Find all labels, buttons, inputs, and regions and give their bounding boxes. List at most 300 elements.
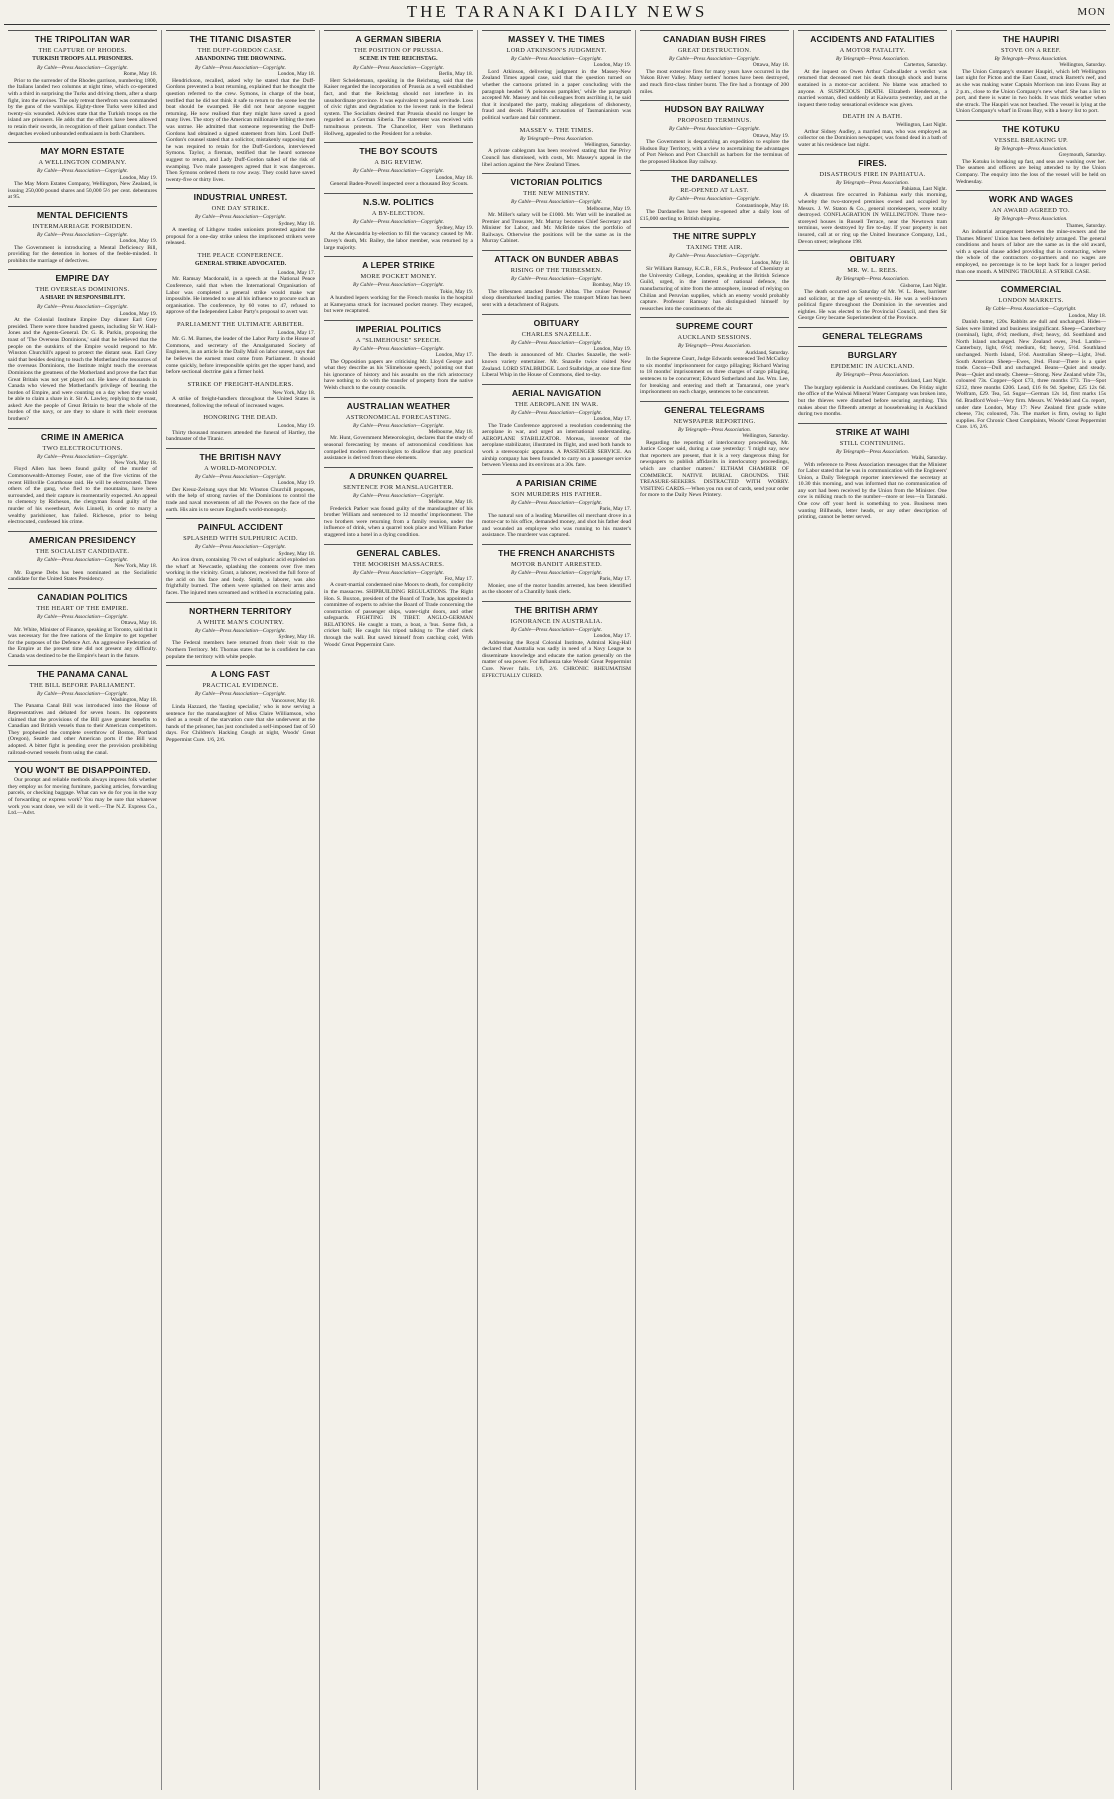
article-headline: GENERAL TELEGRAMS [798,327,947,341]
article-subhead: INTERMARRIAGE FORBIDDEN. [32,222,133,230]
article-body [798,385,947,418]
article-headline: MASSEY V. THE TIMES [482,30,631,44]
article-subhead: THE DUFF-GORDON CASE. [197,47,284,54]
column-5 [636,30,794,1790]
article-headline: THE TITANIC DISASTER [166,30,315,44]
article-byline: By Cable—Press Association—Copyright. [195,65,286,71]
article-byline: By Cable—Press Association—Copyright. [669,196,760,203]
article-body [324,78,473,137]
article-text: The Government is introducing a Mental Deficiency Bill, providing for the detention in homes of the feeble-minded. It prohibits the marriage of defectives. [8,244,157,264]
article-subhead: IGNORANCE IN AUSTRALIA. [510,617,603,625]
article [166,665,315,743]
article-byline: By Cable—Press Association—Copyright. [195,691,286,698]
article [798,423,947,521]
article-text: A strike of freight-handlers throughout the United States is threatened, following the refusal of increased wages. [166,396,315,409]
article [8,30,157,137]
article [798,113,947,148]
article-body [798,289,947,322]
article-subhead: AUCKLAND SESSIONS. [677,334,752,342]
article-headline: THE TRIPOLITAN WAR [8,30,157,44]
article-body [166,78,315,184]
article-headline: INDUSTRIAL UNREST. [166,188,315,202]
article-byline: By Cable—Press Association—Copyright. [353,65,444,71]
article-text: The Dardanelles have been re-opened after a daily loss of £15,000 sterling to British shipping. [640,209,789,222]
article-subhead: THE BILL BEFORE PARLIAMENT. [29,681,136,689]
article-text: The tribesmen attacked Bunder Abbas. The cruiser Perseus' sloop disembarked landing parties. The transport Minto has been sent with a detachment of Rajputs. [482,288,631,308]
article-text: Mr. G. M. Barnes, the leader of the Labor Party in the House of Commons, and secretary of the Amalgamated Society of Engineers, in an article in the Daily Mail on labor unrest, says that he believes the earnest must come from Parliament. It should come quickly, before irresponsible spirits get the upper hand, and before sectional doctrine gain a firmer hold. [166,336,315,376]
article-headline: CRIME IN AMERICA [8,428,157,442]
article-subhead: THE CAPTURE OF RHODES. [38,47,127,54]
article-dateline: Gisborne, Last Night. [900,282,947,289]
article-dateline: Paris, May 17. [599,506,631,513]
article-text: Hendrickson, recalled, asked why he stated that the Duff-Gordons prevented a boat returning, explained that he thought the question referred to the crew. Symons, in charge of the boat, testified that he did not think it safe to return to the scene lest the boat should be swamped. He did not hear anyone suggest returning. He now realised that they might have saved a good many lives. The story of the American millionaire bribing the men was untrue. He admitted that someone representing the Duff-Gordons had obtained a signed statement from him. Lord Duff-Gordon's counsel stated that a solicitor, mistakenly supposing that he was required to retain for the Duff-Gordons, interviewed Symons. Taylor, a fireman, testified that he heard someone suggest to return, and Lady Duff-Gordon talked of the risk of swamping. Two male passengers agreed that it was dangerous. Then Symons ordered them to row away. They could have saved twenty-five or thirty lives. [166,77,315,183]
article-dateline: London, May 17. [277,329,315,336]
article-body [640,139,789,165]
article-text: Linda Hazzard, the 'fasting specialist,' who is now serving a sentence for the manslaughter of Miss Claire Williamson, who died as a result of the starvation cure that she underwent at the hands of the prisoner, has just concluded a self-imposed fast of 50 days. For Children's Hacking Cough at night, Woods' Great Peppermint Cure. 1/6, 2/6. [166,704,315,743]
article-byline: By Cable—Press Association—Copyright. [353,168,444,175]
article-subhead: DEATH IN A BATH. [842,113,903,121]
article [640,30,789,95]
article [482,127,631,169]
article-text: A private cablegram has been received stating that the Privy Council has dismissed, with costs, Mr. Massey's appeal in the libel action against the New Zealand Times. [482,148,631,168]
article-subhead: A WELLINGTON COMPANY. [38,159,127,167]
article [640,100,789,165]
article-dateline: Carterton, Saturday. [903,62,947,69]
article [482,474,631,539]
article-text: Lord Atkinson, delivering judgment in the Massey-New Zealand Times appeal case, said that the question turned on whether the cartoons printed in a paper concluding with the paragraph headed 'A poisonous pamphlet,' while the paragraph accepted Mr. Massey and his colleagues from ascribing it, he said that it inculpated the party, making allegations of dishonesty, fraud and deceit. Plaintiff's accusation of Tasmanianism was political warfare and fair comment. [482,68,631,121]
article-dateline: Greymouth, Saturday. [1058,152,1106,159]
article-subhead: DISASTROUS FIRE IN PAHIATUA. [819,170,926,178]
article-byline: By Telegraph—Press Association. [994,216,1068,223]
article-headline: COMMERCIAL [956,280,1106,294]
article-headline: THE DARDANELLES [640,170,789,184]
article-dateline: New York, May 18. [114,460,157,467]
article-subhead: A MOTOR FATALITY. [839,47,906,54]
article-dateline: London, May 19. [277,423,315,430]
article-text: A disastrous fire occurred in Pahiatua early this morning, whereby the two-storeyed premises owned and occupied by Messrs. J. W. Staton & Co., general storekeepers, were totally destroyed. CONFLAGRATION IN WELLINGTON. Three two-storeyed houses in Russell Terrace, near the Newtown tram terminus, were destroyed by fire to-day. If your property is not insured, call at or ring up the United Insurance Company, Ltd., Devon street; telephone 198. [798,192,947,245]
article-byline: By Telegraph—Press Association. [835,56,910,62]
article-body [166,704,315,744]
article-dateline: Paris, May 17. [599,576,631,583]
article-body [8,78,157,137]
article-dateline: London, May 19. [119,238,157,245]
article-body [482,513,631,539]
newspaper-columns [4,30,1110,1790]
column-7 [952,30,1110,1790]
article-dateline: London, May 19. [593,62,631,69]
article-headline: PAINFUL ACCIDENT [166,518,315,532]
article-text: Regarding the reporting of interlocutory proceedings, Mr. Justice Cooper said, during a case yesterday: 'I might say, now that reporters are present, that it is a very dangerous thing for newspapers to publish affidavits in interlocutory proceedings, which are chamber matters.' ELTHAM CHAMBER OF COMMERCE. NATIVE BURIAL GROUNDS. THE TREASURE-SEEKERS. DISTRACTED WITH WORRY. VISITING CARDS.—When you run out of cards, send your order for more to the Daily News Printery. [640,439,789,499]
article-body [166,336,315,376]
article-body [166,276,315,316]
article [166,30,315,183]
article-subhead: THE MOORISH MASSACRES. [352,560,445,568]
article-dateline: London, May 18. [277,71,315,78]
article-headline: AUSTRALIAN WEATHER [324,397,473,411]
article-text: The burglary epidemic in Auckland continues. On Friday night the office of the Waiwai Mineral Water Company was broken into, but the thieves were disturbed before securing anything. This makes about the fifteenth attempt at housebreaking in Auckland during two months. [798,384,948,418]
article-dateline: Berlin, May 18. [438,71,473,78]
article-headline: THE FRENCH ANARCHISTS [482,544,631,558]
article-body [798,129,947,149]
article-body [956,69,1106,115]
article-subhead: NEWSPAPER REPORTING. [673,417,756,425]
article-byline: By Cable—Press Association—Copyright. [195,544,286,551]
article [324,142,473,187]
article-subhead: STILL CONTINUING. [839,439,906,447]
article [166,252,315,316]
article-subhead-secondary: TURKISH TROOPS ALL PRISONERS. [32,56,133,62]
article-headline: A LONG FAST [166,665,315,679]
article-byline: By Telegraph—Press Association. [519,135,594,142]
article [324,397,473,462]
article [482,173,631,245]
article-subhead-secondary: ABANDONING THE DROWNING. [195,56,286,62]
article-subhead: STRIKE OF FREIGHT-HANDLERS. [187,380,294,388]
article-text: General Baden-Powell inspected over a thousand Boy Scouts. [330,180,469,187]
article [482,601,631,679]
article-body [482,583,631,596]
article-subhead: PRACTICAL EVIDENCE. [202,682,279,690]
article-body [166,430,315,443]
article-subhead: RE-OPENED AT LAST. [680,187,749,195]
article-text: A hundred lepers working for the French monks in the hospital at Kameyama struck for increased pocket money. They escaped, but were recaptured. [324,294,473,315]
article-text: Our prompt and reliable methods always impress folk whether they employ us for moving furniture, packing articles, forwarding parcels, or checking baggage. What can we do for you in the way of forwarding or express work? You may be sure that whatever work you want done, we will do it well.—The N.Z. Express Co., Ltd.—Advt. [8,777,157,817]
article-dateline: London, May 19. [119,174,157,181]
article-byline: By Cable—Press Association—Copyright. [511,199,602,206]
article-dateline: London, May 18. [1068,312,1106,319]
article-headline: SUPREME COURT [640,317,789,331]
article-body [482,289,631,309]
article-dateline: London, May 19. [277,480,315,487]
article-dateline: Sydney, May 18. [278,550,315,557]
article-headline: CANADIAN BUSH FIRES [640,30,789,44]
article-dateline: London, May 17. [593,633,631,640]
article-headline: YOU WON'T BE DISAPPOINTED. [8,761,157,775]
article [8,531,157,583]
article-text: The death is announced of Mr. Charles Snazelle, the well-known variety entertainer. Mr. Snazelle twice visited New Zealand. LORD STALBRIDGE. Lord Stalbridge, at one time first Liberal Whip in the House of Commons, died to-day. [482,352,631,379]
article-text: A meeting of Lithgow trades unionists protested against the proposal for a one-day strike unless the imprisoned strikers were released. [166,227,315,247]
article-subhead: HONORING THE DEAD. [203,414,278,422]
article-subhead: VESSEL BREAKING UP. [993,136,1069,144]
article [956,30,1106,115]
article-body [324,582,473,648]
article-headline: AERIAL NAVIGATION [482,384,631,398]
article-body [324,359,473,392]
article-dateline: Bombay, May 19. [592,282,631,289]
article-text: Sir William Ramsay, K.C.B., F.R.S., Professor of Chemistry at the University College, London, speaking at the British Science Guild, urged, in the interest of national defence, the manufacturing of nitre from the atmosphere, instead of relying on Chilian and Peruvian supplies, which an enemy would probably capture. Professor Ramsay has distinguished himself by researches into the constituents of the air. [640,266,789,312]
article-subhead: THE HEART OF THE EMPIRE. [36,604,129,612]
article-subhead-secondary: A SHARE IN RESPONSIBILITY. [40,295,125,302]
article-body [8,627,157,660]
article-text: Arthur Sidney Audley, a married man, who was employed as collector on the Dominion newspaper, was found dead in a bath of water at his residence last night. [798,128,947,148]
article [166,448,315,513]
article-body [482,423,631,469]
article-dateline: Constantinople, May 18. [735,202,789,209]
article [640,317,789,395]
article [8,761,157,817]
article [166,602,315,661]
article-body [798,192,947,245]
article-text: Floyd Allen has been found guilty of the murder of Commonwealth-Attorney Foster, one of the five victims of the recent Hillsville Courthouse raid. He will be electrocuted. Three others of the gang, who fled to the mountains, have been surrounded, and their capture is momentarily expected. An appeal to clemency by Richeson, the clergyman found guilty of the murder of his sweetheart, Avis Linnell, in order to marry a wealthy parishioner, has failed. Richeson, prior to being electrocuted, confessed his crime. [8,466,157,526]
article-byline: By Cable—Press Association—Copyright. [37,231,128,238]
article-subhead: TAXING THE AIR. [686,244,743,252]
article-subhead: CHARLES SNAZELLE. [521,330,592,338]
masthead-rule [4,24,1110,25]
article [8,142,157,201]
article-text: The natural son of a leading Marseilles oil merchant drove in a motor-car to his office, demanded money, and shot his father dead and wounded an employee who was running to his master's assistance. The murderer was captured. [482,512,631,539]
article-headline: N.S.W. POLITICS [324,193,473,207]
article-text: Monier, one of the motor bandits arrested, has been identified as the shooter of a Chantilly bank clerk. [482,582,631,596]
article-text: Mr. Miller's salary will be £1000. Mr. Watt will be installed as Premier and Treasurer, Mr. Murray becomes Chief Secretary and Minister for Labor, and Mr. McBride takes the portfolio of Railways. Otherwise the positions will be the same as in the Murray Cabinet. [482,211,631,245]
article [324,30,473,137]
article-headline: VICTORIAN POLITICS [482,173,631,187]
article-dateline: London, May 17. [277,269,315,276]
article-text: Prior to the surrender of the Rhodes garrison, numbering 1800, the Italians landed two columns at night time, which co-operated with a third in surprising the Turks and driving them, after a sharp fight, into the ravines. The only retreat therefrom was commanded by the guns of the warships. Eighty-three Turks were killed and twenty-six wounded. Advices state that the Turkish troops on the island are prisoners. He adds that the officers have been allowed to retain their swords, in recognition of their gallant conduct. The despatches evoked unbounded enthusiasm in both Chambers. [8,77,157,137]
article-body [8,703,157,756]
article-subhead: PARLIAMENT THE ULTIMATE ARBITER. [176,320,305,328]
article-subhead: A BY-ELECTION. [371,209,426,217]
article-headline: A PARISIAN CRIME [482,474,631,488]
article-body [482,69,631,122]
article-body [324,506,473,539]
article-body [956,319,1106,431]
article-dateline: Vancouver, May 18. [271,697,315,704]
article-dateline: London, May 18. [435,174,473,181]
article [166,381,315,410]
article-subhead: MORE POCKET MONEY. [360,273,437,281]
article-dateline: Wellington, Saturday. [1059,62,1106,69]
article [798,346,947,418]
article-headline: THE BRITISH ARMY [482,601,631,615]
article-headline: STRIKE AT WAIHI [798,423,947,437]
article-body [8,245,157,265]
article-subhead: MR. W. L. REES. [847,267,898,275]
column-4 [478,30,636,1790]
article-subhead: SENTENCE FOR MANSLAUGHTER. [343,483,454,491]
article-text: Mr. Ramsay Macdonald, in a speech at the National Peace Conference, said that when the International Organisation of Labor was completed a general strike would make war impossible. He intended to use all his influence to procure such an organisation. The conference, by 60 votes to 47, refused to approve of the Independent Labor Party's proposal to avert war. [166,276,315,316]
article-headline: ACCIDENTS AND FATALITIES [798,30,947,44]
masthead-day: MON [1077,6,1106,18]
article-subhead: THE POSITION OF PRUSSIA. [353,47,444,54]
article [956,190,1106,275]
article-headline: MENTAL DEFICIENTS [8,206,157,220]
article-subhead: A WHITE MAN'S COUNTRY. [196,618,285,626]
article-byline: By Cable—Press Association—Copyright. [37,556,128,563]
article-byline: By Cable—Press Association—Copyright. [511,499,602,506]
article-headline: THE NITRE SUPPLY [640,227,789,241]
article-dateline: Tokio, May 19. [439,288,473,295]
article-dateline: Fez, May 17. [444,575,473,582]
article-text: An industrial arrangement between the mine-owners and the Thames Miners' Union has been definitely arranged. The general conditions and hours of labor are the same as in the old award, with a special clause added providing that in contracting, where the whole of the contractors co-partners and no wages are employed, no percentage is to be kept back for a longer period than one month. A MINING TROUBLE. A STRIKE CASE. [956,228,1106,275]
article-dateline: Melbourne, May 18. [428,499,473,506]
article-byline: By Cable—Press Association—Copyright. [511,409,602,416]
article-text: Frederick Parker was found guilty of the manslaughter of his brother William and sentenced to 12 months' imprisonment. The two brothers were returning from a family reunion, under the influence of drink, when a quarrel took place and William Parker staggered into a hotel in a dying condition. [324,505,473,538]
article-body [640,440,789,499]
article-headline: THE KOTUKU [956,120,1106,134]
article-byline: By Cable—Press Association—Copyright. [353,492,444,499]
article-dateline: Wellington, Saturday. [584,141,631,148]
article-text: At the inquest on Owen Arthur Cadwallader a verdict was returned that deceased met his death through shock and burns sustained in a motor-car accident. No blame was attached to anyone. A SUSPICIOUS DEATH. Elizabeth Henderson, a married woman, died suddenly at Kaiwarra yesterday, and at the inquest there today sensational evidence was given. [798,68,947,108]
article-subhead: RISING OF THE TRIBESMEN. [510,266,603,274]
article-dateline: Pahiatua, Last Night. [901,185,947,192]
article-byline: By Cable—Press Association—Copyright. [37,453,128,460]
article-headline: THE PANAMA CANAL [8,665,157,679]
article-text: Danish butter, 120s. Rabbits are dull and unchanged. Hides—Sales were limited and business insignificant. Sheep—Canterbury (nominal), light, 4½d; medium, 4¼d; heavy, 4d. Southland and North Island unchanged. New Zealand ewes, 3¾d. Lambs—Canterbury, light, 6½d; medium, 6d; heavy, 5½d. Southland unchanged. North Island, 5½d. Australian Sheep—Light, 3¾d. South American Sheep—Ewes, 3¾d. Flour—There is a quiet trade. Cocoa—Dull and unchanged. Beans—Quiet and steady. Peas—Quiet and steady. Cheese—Strong. New Zealand white 73s, coloured 73s. Copper—Spot £73, three months £73. Tin—Spot £212, three months £206. Lead, £16 8s 9d. Spelter, £25 12s 6d. Wolfram, £29. Tea, 5d. Sugar—German 12s 1d, first marks 15s 6d. Bradford Wool—Very firm. Messrs. W. Weddel and Co. report, under date London, May 17: New Zealand first grade white cheese, 73s; coloured, 73s. The market is firm, owing to light supplies. For Chronic Chest Complaints, Woods' Great Peppermint Cure. 1/6, 2/6. [956,318,1106,431]
article-text: The May Morn Estates Company, Wellington, New Zealand, is issuing 250,000 pound shares and 50,000 5½ per cent. debentures at 95. [8,180,157,201]
article-dateline: Auckland, Saturday. [745,349,789,356]
article-text: The death occurred on Saturday of Mr. W. L. Rees, barrister and solicitor, at the age of seventy-six. He was a well-known political figure throughout the Dominion in the seventies and eighties. He was elected to the Provincial Council, and then Sir George Grey became Superintendent of the Province. [798,288,947,322]
article-headline: HUDSON BAY RAILWAY [640,100,789,114]
article-dateline: Wellington, Last Night. [896,122,947,129]
article-byline: By Cable—Press Association—Copyright. [195,214,286,221]
article-body [8,466,157,525]
article-body [640,209,789,222]
article [324,467,473,539]
article-subhead: A BIG REVIEW. [374,159,423,167]
article-body [956,159,1106,185]
article [324,193,473,252]
article-text: With reference to Press Association messages that the Minister for Labor stated that he was in communication with the Engineers' Union, a Daily Telegraph reporter interviewed the secretary at 10.30 this morning, and was informed that no communication of any sort had been received by the Union from the Minister. One cow is milking much to the number—more or less—in Taranaki. One cow off your herd is something to you. Business men wanting Billheads, letter heads, or any other description of printing, cannot be better served. [798,461,947,521]
article-text: The Union Company's steamer Haupiri, which left Wellington last night for Picton and the East Coast, struck Barrett's reef, and as she was making water Captain Morrison ran into Evans Bay at 2 p.m., close to the Union Company's new wharf. She has a list to port, and there is water in two holds. It was thick weather when she struck. The Haupiri was not beached. The vessel is lying at the Union Company's wharf in Evans Bay, with a heavy list to port. [956,68,1106,115]
article-subhead: MASSEY v. THE TIMES. [519,126,594,134]
article [482,30,631,122]
article-body [640,69,789,95]
article-headline: OBITUARY [482,314,631,328]
article-dateline: Waihi, Saturday. [911,455,947,462]
article-text: A court-martial condemned nine Moors to death, for complicity in the massacres. SHIPBUILDING REGULATIONS. The Right Hon. S. Buxton, president of the Board of Trade, has appointed a committee of experts to advise the Board of Trade concerning the construction of passenger ships, water-tight doors, and other safeguards. FIGHTING IN TIBET. ANGLO-GERMAN RELATIONS. He caught a tram, a boat, a 'bus. Some fish, a cricket ball; He caught his tripod talking to The chief clerk through the wall. But saved himself from catching cold, With Woods' Great Peppermint Cure. [324,582,473,648]
article-body [482,640,631,680]
article-body [956,229,1106,275]
article [166,414,315,443]
article-headline: GENERAL TELEGRAMS [640,401,789,415]
article-headline: FIRES. [798,154,947,168]
article-dateline: New York, May 18. [272,389,315,396]
article-subhead: A WORLD-MONOPOLY. [204,465,277,473]
article [166,321,315,376]
article-body [640,266,789,312]
article [8,665,157,757]
article-byline: By Cable—Press Association—Copyright. [353,345,444,352]
article-dateline: Auckland, Last Night. [899,378,947,385]
article [956,280,1106,431]
article [166,518,315,596]
article-subhead: THE OVERSEAS DOMINIONS. [35,286,130,294]
article-headline: THE HAUPIRI [956,30,1106,44]
article-byline: By Cable—Press Association—Copyright. [195,474,286,481]
article-text: An iron drum, containing 70 cwt of sulphuric acid exploded on the wharf at Newcastle, splashing the contents over five men working in the vicinity. Grant, a laborer, received the full force of the acid on his face and body. Smith, a laborer, was also frightfully burned. The others were splashed on their arms and faces. The injured men screamed and writhed in excruciating pain. [166,557,315,596]
article-byline: By Telegraph—Press Association. [994,145,1068,152]
masthead [0,0,1114,24]
article-body [8,570,157,583]
article-body [482,212,631,245]
article [640,170,789,222]
article [640,401,789,499]
article [798,154,947,246]
article-byline: By Cable—Press Association—Copyright. [195,627,286,634]
article-byline: By Cable—Press Association—Copyright. [353,422,444,429]
article-byline: By Cable—Press Association—Copyright. [669,126,760,133]
article-byline: By Cable—Press Association—Copyright. [37,168,128,175]
article-byline: By Telegraph—Press Association. [677,426,752,433]
article-body [798,462,947,521]
masthead-title: THE TARANAKI DAILY NEWS [406,2,708,21]
article-dateline: New York, May 18. [114,563,157,570]
article [798,327,947,341]
article-text: The Trade Conference approved a resolution condemning the aeroplane in war, and urged an international understanding. AEROPLANE STABILIZATOR. Moreau, inventor of the aeroplane stabilizator, illustrated its flight, and used both hands to work a stereoscopic apparatus. A PASSENGER SERVICE. An airship company has been founded to carry on a passenger service between Vienna and its environs at a 30s. fare. [482,422,631,469]
article-byline: By Cable—Press Association—Copyright. [37,613,128,620]
article [798,250,947,322]
article-byline: By Cable—Press Association—Copyright. [669,56,760,62]
article-headline: A GERMAN SIBERIA [324,30,473,44]
article-byline: By Cable—Press Association—Copyright. [511,569,602,576]
article-subhead: SPLASHED WITH SULPHURIC ACID. [183,535,298,543]
article-headline: A LEPER STRIKE [324,256,473,270]
article-subhead: LONDON MARKETS. [998,297,1064,305]
article-byline: By Cable—Press Association—Copyright. [985,306,1077,313]
article-headline: ATTACK ON BUNDER ABBAS [482,250,631,264]
article-subhead: THE PEACE CONFERENCE. [197,251,284,259]
article-byline: By Cable—Press Association—Copyright. [353,218,444,225]
article-subhead: A "SLIMEHOUSE" SPEECH. [355,336,442,344]
article-byline: By Cable—Press Association—Copyright. [353,569,444,576]
article-text: The Kotuku is breaking up fast, and seas are washing over her. The seamen and officers are being attended to by the Union Company. The enquiry into the loss of the vessel will be held on Wednesday. [956,158,1106,185]
article-text: The Opposition papers are criticising Mr. Lloyd George and what they describe as his 'Slimehouse speech,' pointing out that his ignorance of history and his assaults on the rich aristocracy have nothing to do with the transfer of property from the native Welsh church to the county councils. [324,358,473,391]
article-body [324,295,473,315]
article-dateline: London, May 19. [119,310,157,317]
article-subhead: STOVE ON A REEF. [1001,47,1061,54]
article-dateline: Ottawa, May 18. [752,62,789,69]
article-body [324,231,473,251]
article-body [166,557,315,597]
article-text: Addressing the Royal Colonial Institute, Admiral King-Hall declared that Australia was sadly in need of a Navy League to disseminate knowledge and educate the nation generally on the matter of sea power. For Influenza take Woods' Great Peppermint Cure. Never fails. 1/6, 2/6. CHRONIC RHEUMATISM EFFECTUALLY CURED. [482,639,631,679]
article-byline: By Telegraph—Press Association. [835,448,910,455]
article-subhead: THE NEW MINISTRY. [523,190,590,198]
column-3 [320,30,478,1790]
article-dateline: Ottawa, May 18. [120,620,157,627]
article-dateline: Sydney, May 18. [278,220,315,227]
article-headline: GENERAL CABLES. [324,544,473,558]
article-text: Der Kreuz-Zeitung says that Mr. Winston Churchill proposes, with the help of strong navies of the Dominions to control the trade and naval movements of all the Powers on the face of the earth. His aim is to secure England's world-monopoly. [166,486,315,513]
article-dateline: Melbourne, May 18. [428,428,473,435]
article [482,314,631,379]
article-byline: By Cable—Press Association—Copyright. [511,275,602,282]
article-text: Mr. Hunt, Government Meteorologist, declares that the study of seasonal forecasting by means of astronomical conditions has compelled modern meteorologists to disallow that any practical assistance is derived from these elements. [324,435,473,462]
article-body [166,396,315,409]
article [8,588,157,660]
article-text: Mr. Eugene Debs has been nominated as the Socialistic candidate for the United States Presidency. [8,569,157,583]
article-headline: THE BRITISH NAVY [166,448,315,462]
article-byline: By Cable—Press Association—Copyright. [37,65,128,71]
article [8,428,157,526]
article-byline: By Telegraph—Press Association. [835,179,910,186]
article-dateline: London, May 18. [751,259,789,266]
article-text: The Federal members here returned from their visit to the Northern Territory. Mr. Thomas states that he is confident he can populate the territory with white people. [166,640,315,660]
article-text: At the Alexandria by-election to fill the vacancy caused by Mr. Davey's death, Mr. Bailey, the labor member, was returned by a large majority. [324,231,473,251]
article-subhead: LORD ATKINSON'S JUDGMENT. [506,47,607,54]
column-6 [794,30,952,1790]
article-body [8,777,157,817]
article-dateline: London, May 19. [593,345,631,352]
article-headline: AMERICAN PRESIDENCY [8,531,157,545]
article [798,30,947,108]
article-body [798,69,947,109]
article-subhead: THE SOCIALIST CANDIDATE. [35,547,130,555]
article-byline: By Cable—Press Association—Copyright. [511,626,602,633]
article-byline: By Telegraph—Press Association. [994,56,1068,62]
article-headline: THE BOY SCOUTS [324,142,473,156]
article-byline: By Telegraph—Press Association. [677,343,752,350]
article-subhead-secondary: GENERAL STRIKE ADVOCATED. [194,260,287,267]
